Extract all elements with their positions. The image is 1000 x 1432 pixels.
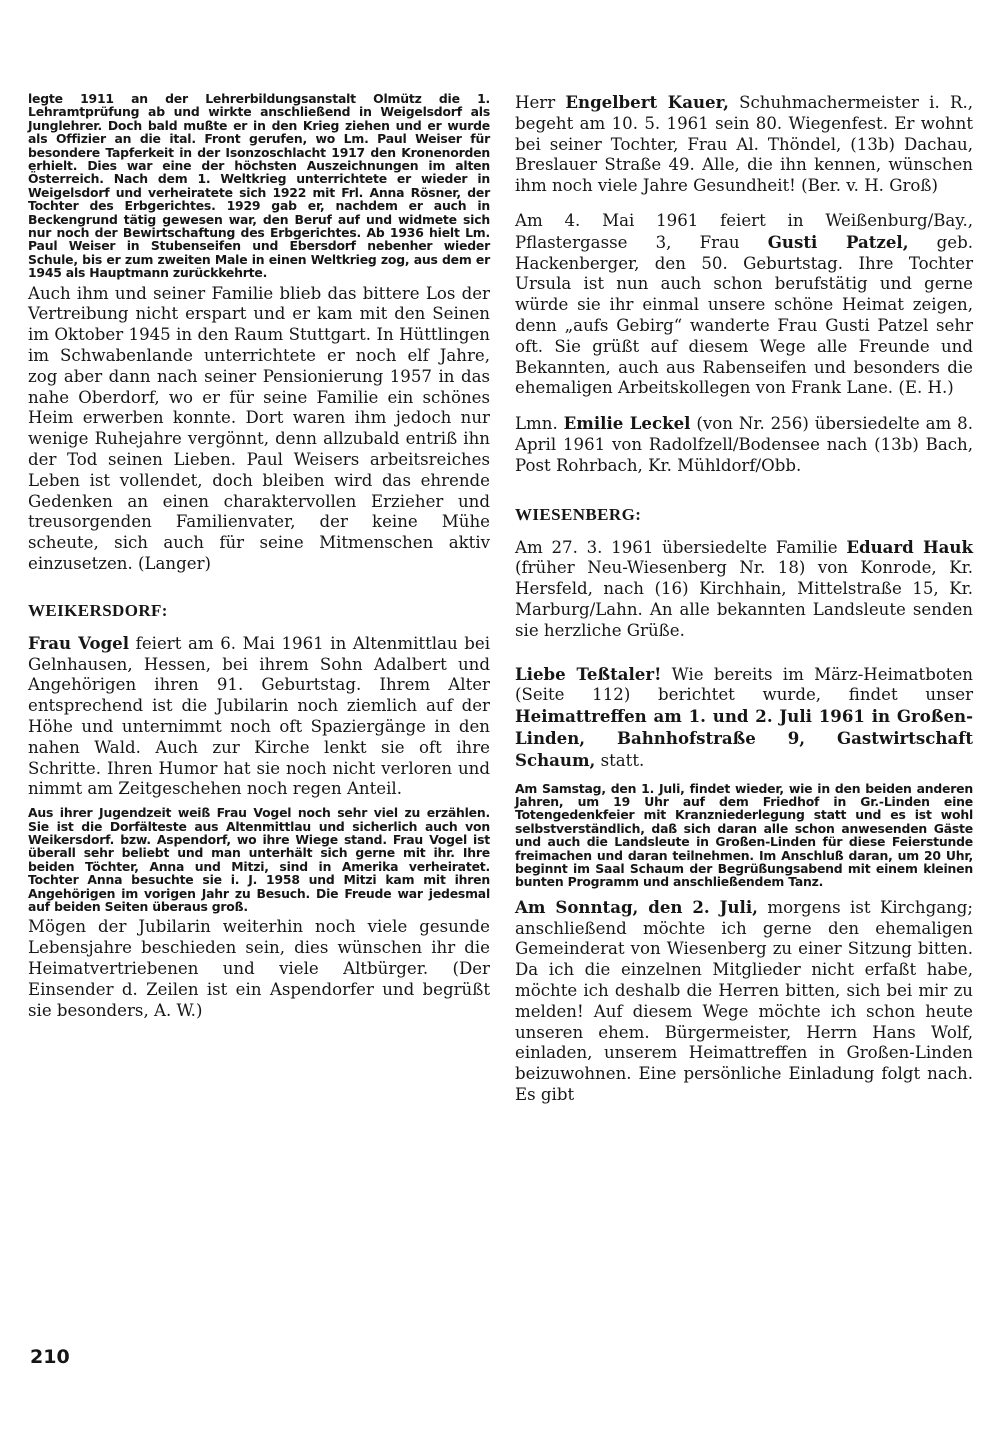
saturday-text: findet wieder, wie in den beiden anderen Jahren, um 19 Uhr auf dem Friedhof in Gr.-Linden eine Totengedenkfeier mit Kranzniederlegung statt und es ist wohl selbstverständlich, daß sich daran alle schon anwesenden Gäste und auch die Landsleute in Großen-Linden für diese Feierstunde freimachen und daran teilnehmen. Im Anschluß daran, um 20 Uhr, beginnt im Saal Schaum der Begrüßungsabend mit einem kleinen bunten Programm und anschließendem Tanz. — [515, 780, 973, 890]
sunday-lead: Am Sonntag, den 2. Juli, — [515, 896, 758, 917]
article-leckel — [515, 413, 973, 476]
heading-weikersdorf: WEIKERSDORF: — [28, 600, 168, 620]
article-saturday — [515, 782, 973, 889]
article-hauk — [515, 537, 973, 642]
sunday-text: morgens ist Kirchgang; anschließend möchte ich gerne den ehemaligen Gemeinderat von Wiesenberg zu einer Sitzung bitten. Da ich die einzelnen Mitglieder nicht erfaßt habe, möchte ich deshalb die Herren bitten, sich bei mir zu melden! Auf diesem Wege möchte ich schon heute unseren ehem. Bürgermeister, Herrn Hans Wolf, einladen, unserem Heimattreffen in Großen-Linden beizuwohnen. Eine persönliche Einladung folgt nach. Es gibt — [515, 897, 973, 1104]
heading-wiesenberg: WIESENBERG: — [515, 504, 642, 524]
article-sunday — [515, 897, 973, 1106]
patzel-prefix: Am 4. Mai 1961 feiert in Weißenburg/Bay., Pflastergasse 3, Frau — [515, 210, 973, 252]
saturday-lead: Am Samstag, den 1. Juli, — [515, 780, 685, 796]
kauer-prefix: Herr — [515, 93, 556, 112]
meeting-details: Heimattreffen am 1. und 2. Juli 1961 in Großen-Linden, Bahnhofstraße 9, Gastwirtschaft Schaum, — [515, 706, 973, 770]
name-gusti-patzel: Gusti Patzel, — [767, 231, 909, 252]
hauk-prefix: Am 27. 3. 1961 übersiedelte Familie — [515, 537, 838, 557]
leckel-prefix: Lmn. — [515, 414, 558, 434]
tesstaler-text: Wie bereits im März-Heimatboten (Seite 112) berichtet wurde, findet unser — [515, 664, 973, 705]
tesstaler-end: statt. — [600, 750, 645, 770]
article-kauer — [515, 92, 973, 197]
name-eduard-hauk: Eduard Hauk — [846, 536, 973, 557]
name-frau-vogel: Frau Vogel — [28, 632, 130, 653]
leckel-text: (von Nr. 256) übersiedelte am 8. April 1961 von Radolfzell/Bodensee nach (13b) Bach, Post Rohrbach, Kr. Mühldorf/Obb. — [515, 414, 974, 475]
obituary-weiser-main: Auch ihm und seiner Familie blieb das bittere Los der Vertreibung nicht erspart und er kam mit den Seinen im Oktober 1945 in den Raum Stuttgart. In Hüttlingen im Schwabenlande unterrichtete er noch elf Jahre, zog aber dann nach seiner Pensionierung 1957 in das nahe Oberdorf, wo er für seine Familie ein schönes Heim erwerben konnte. Dort waren ihm jedoch nur wenige Ruhejahre vergönnt, denn allzubald entriß ihn der Tod seinen Lieben. Paul Weisers arbeitsreiches Leben ist vollendet, doch bleiben wird das ehrende Gedenken an einen charaktervollen Erzieher und treusorgenden Familienvater, der keine Mühe scheute, sich auch für seine Mitmenschen aktiv einzusetzen. (Langer) — [28, 283, 490, 574]
article-vogel-small: Aus ihrer Jugendzeit weiß Frau Vogel noch sehr viel zu erzählen. Sie ist die Dorfälteste aus Altenmittlau und sicherlich auch von Weikersdorf. bzw. Aspendorf, wo ihre Wiege stand. Frau Vogel ist überall sehr beliebt und man unterhält sich gerne mit ihr. Ihre beiden Töchter, Anna und Mitzi, sind in Amerika verheiratet. Tochter Anna besuchte sie i. J. 1958 und Mitzi kam mit ihren Angehörigen im vorigen Jahr zu Besuch. Die Freude war jedesmal auf beiden Seiten überaus groß. — [28, 805, 490, 915]
right-column — [515, 92, 973, 1106]
article-patzel — [515, 211, 973, 399]
article-vogel-closing: Mögen der Jubilarin weiterhin noch viele gesunde Lebensjahre beschieden sein, dies wünschen ihr die Heimatvertriebenen und viele Altbürger. (Der Einsender d. Zeilen ist ein Aspendorfer und begrüßt sie besonders, A. W.) — [28, 917, 490, 1020]
page-number: 210 — [30, 1346, 70, 1368]
left-column — [28, 92, 490, 1021]
greeting-tesstaler: Liebe Teßtaler! — [515, 663, 662, 684]
vogel-text: feiert am 6. Mai 1961 in Altenmittlau bei Gelnhausen, Hessen, bei ihrem Sohn Adalbert und Angehörigen ihren 91. Geburtstag. Ihrem Alter entsprechend ist die Jubilarin noch ziemlich auf der Höhe und unternimmt noch oft Spaziergänge in den nahen Wald. Auch zur Kirche lenkt sie oft ihre Schritte. Ihren Humor hat sie noch nicht verloren und nimmt am Zeitgeschehen noch regen Anteil. — [28, 633, 490, 799]
kauer-text: Schuhmachermeister i. R., begeht am 10. 5. 1961 sein 80. Wiegenfest. Er wohnt bei seiner Tochter, Frau Al. Thöndel, (13b) Dachau, Breslauer Straße 49. Alle, die ihn kennen, wünschen ihm noch viele Jahre Gesundheit! (Ber. v. H. Groß) — [515, 93, 973, 196]
name-emilie-leckel: Emilie Leckel — [563, 413, 691, 434]
article-vogel-birthday — [28, 633, 490, 800]
article-tesstaler — [515, 664, 973, 772]
hauk-text: (früher Neu-Wiesenberg Nr. 18) von Konrode, Kr. Hersfeld, nach (16) Kirchhain, Mittelstraße 15, Kr. Marburg/Lahn. An alle bekannten Landsleute senden sie herzliche Grüße. — [515, 558, 973, 640]
obituary-weiser-small: legte 1911 an der Lehrerbildungsanstalt Olmütz die 1. Lehramtprüfung ab und wirkte anschließend in Weigelsdorf als Junglehrer. Doch bald mußte er in den Krieg ziehen und er wurde als Offizier an die ital. Front gerufen, wo Lm. Paul Weiser für besondere Tapferkeit in der Isonzoschlacht 1917 den Kronenorden erhielt. Dies war eine der höchsten Auszeichnungen im alten Österreich. Nach dem 1. Weltkrieg unterrichtete er wieder in Weigelsdorf und verheiratete sich 1922 mit Frl. Anna Rösner, der Tochter des Erbgerichtes. 1929 gab er, nachdem er auch in Beckengrund tätig gewesen war, den Beruf auf und widmete sich nur noch der Bewirtschaftung des Erbgerichtes. Ab 1936 hielt Lm. Paul Weiser in Stubenseifen und Ebersdorf nebenher wieder Schule, bis er zum zweiten Male in einen Weltkrieg zog, aus dem er 1945 als Hauptmann zurückkehrte. — [28, 91, 490, 281]
patzel-text: geb. Hackenberger, den 50. Geburtstag. Ihre Tochter Ursula ist nun auch schon berufstätig und gerne würde sie ihr einmal unsere schöne Heimat zeigen, denn „aufs Gebirg“ wanderte Frau Gusti Patzel sehr oft. Sie grüßt auf diesem Wege alle Freunde und Bekannten, auch aus Rabenseifen und besonders die ehemaligen Arbeitskollegen von Frank Lane. (E. H.) — [515, 232, 973, 398]
name-engelbert-kauer: Engelbert Kauer, — [565, 92, 729, 112]
